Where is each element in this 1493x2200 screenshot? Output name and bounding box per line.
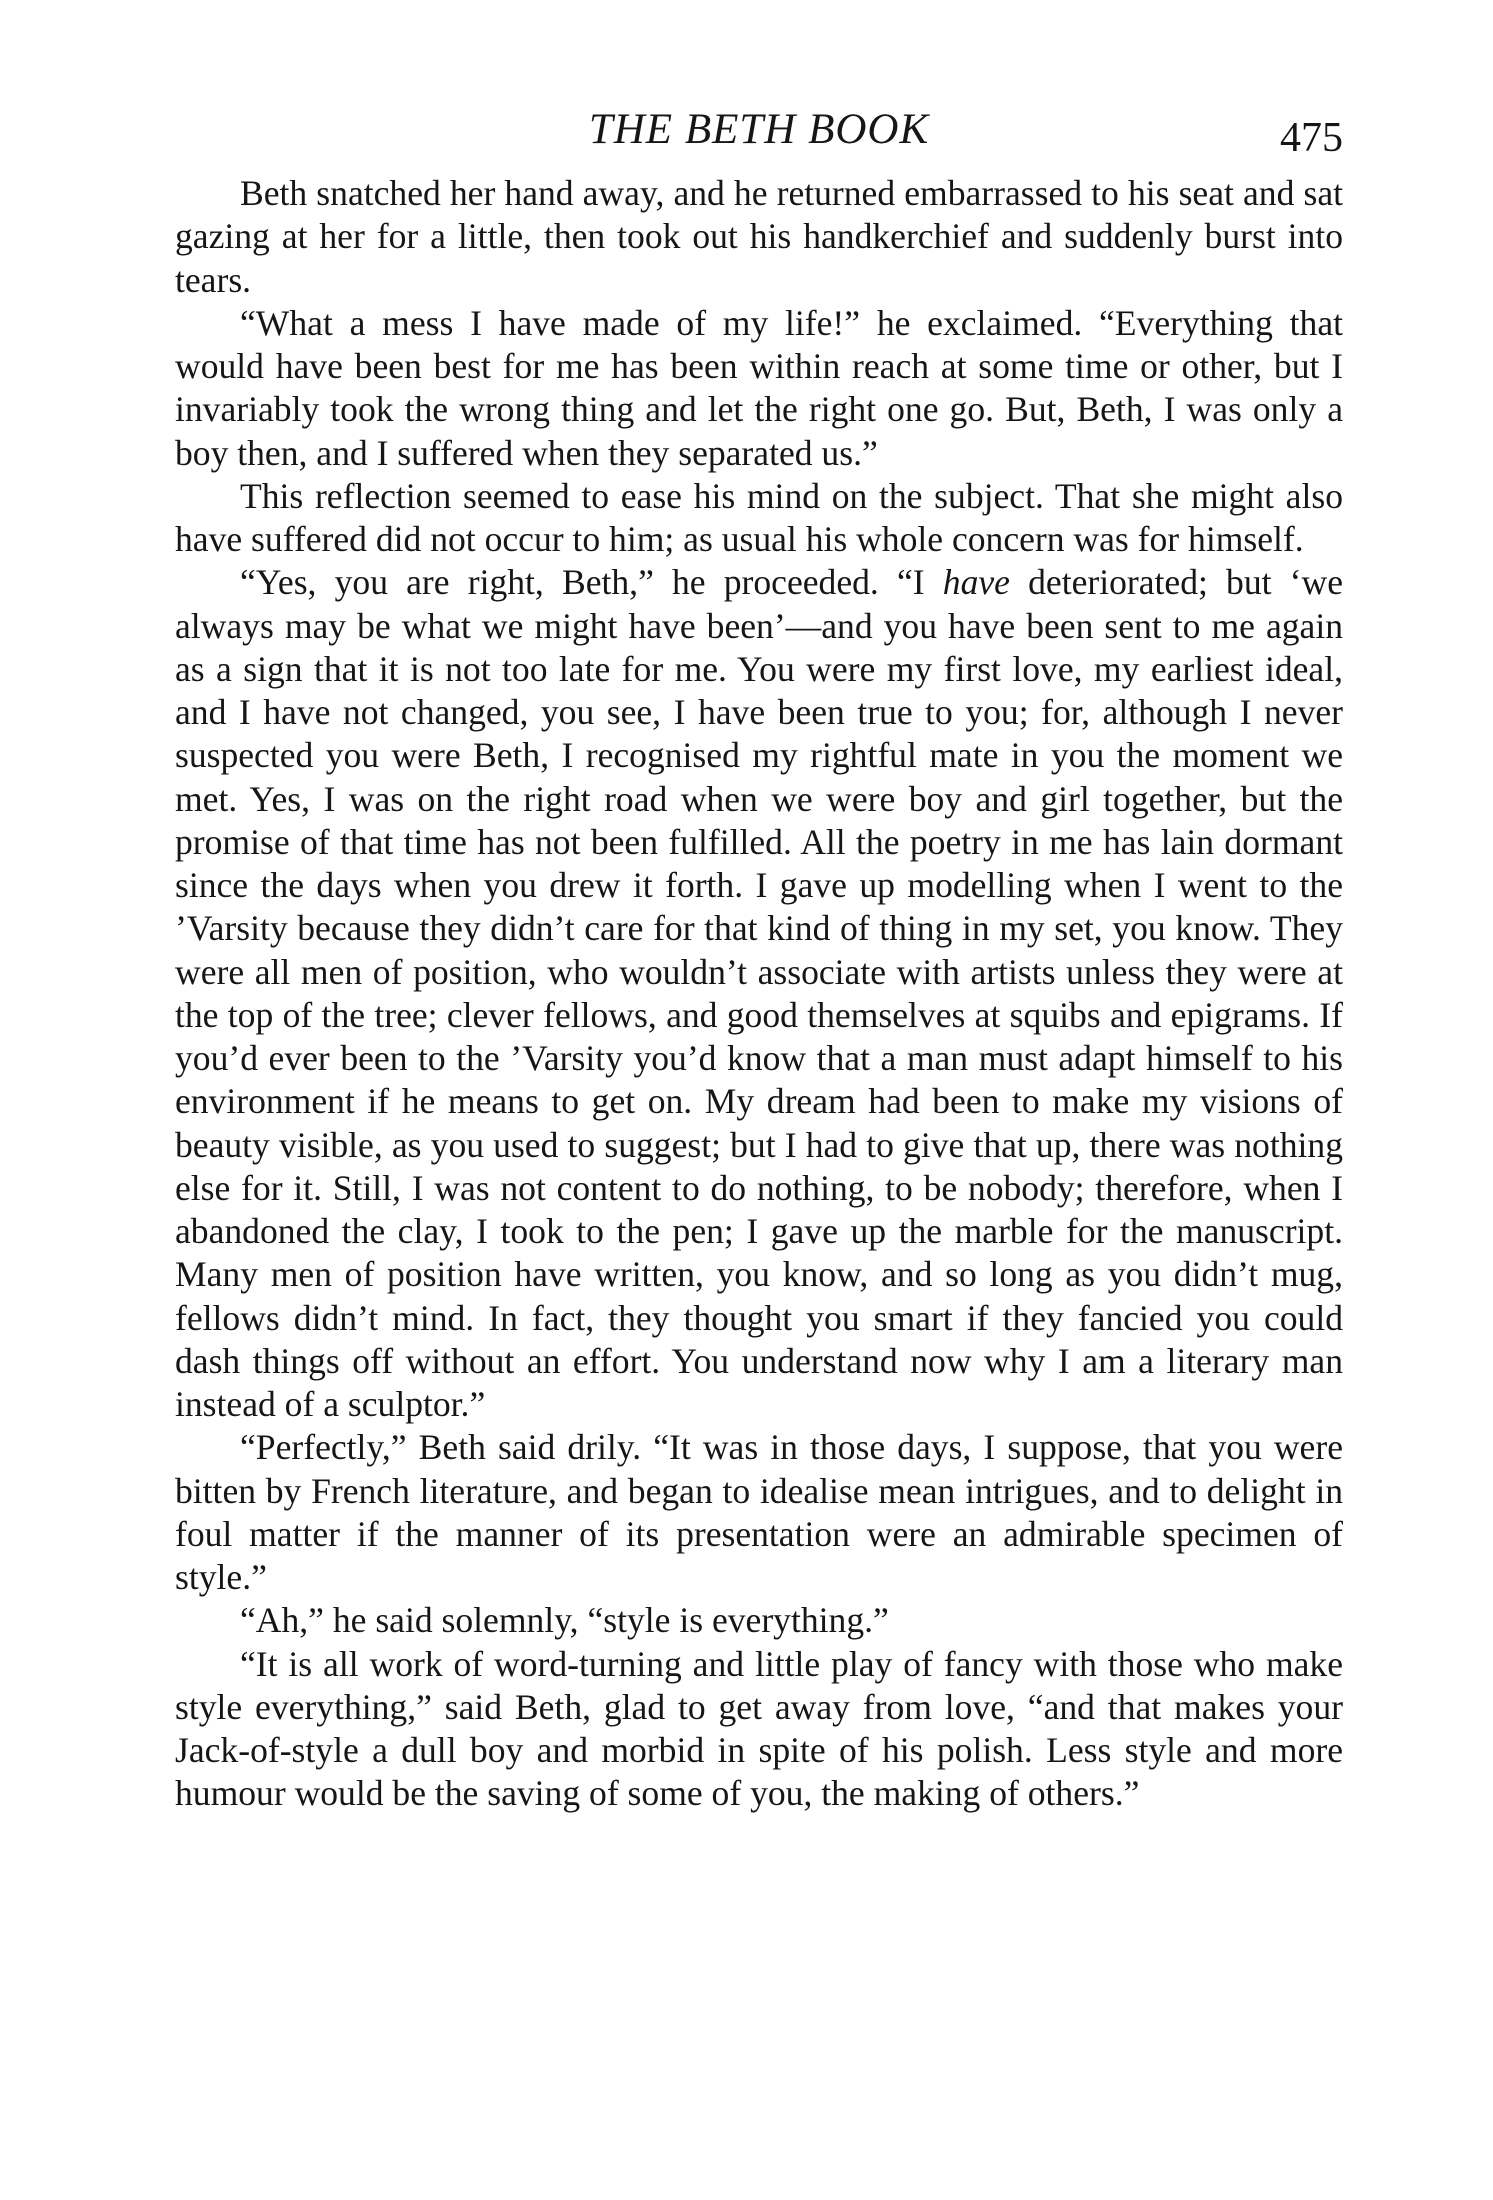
running-head [175,100,1343,160]
paragraph-2: “What a mess I have made of my life!” he exclaimed. “Everything that would have been best for me has been within reach at some time or other, but I invariably took the wrong thing and let the right one go. But, Beth, I was only a boy then, and I suffered when they separated us.” [175,302,1343,473]
body-text [175,172,1343,1816]
paragraph-3: This reflection seemed to ease his mind on the subject. That she might also have suffered did not occur to him; as usual his whole concern was for himself. [175,475,1343,559]
paragraph-7: “It is all work of word-turning and little play of fancy with those who make style everything,” said Beth, glad to get away from love, “and that makes your Jack-of-style a dull boy and morbid in spite of his polish. Less style and more humour would be the saving of some of you, the making of others.” [175,1643,1343,1814]
paragraph-4 [175,561,1343,1426]
paragraph-4-text-before: “Yes, you are right, Beth,” he proceeded. “I [240,562,943,603]
paragraph-1: Beth snatched her hand away, and he returned embarrassed to his seat and sat gazing at her for a little, then took out his handkerchief and suddenly burst into tears. [175,173,1343,300]
page-number: 475 [1280,115,1343,161]
paragraph-5: “Perfectly,” Beth said drily. “It was in those days, I suppose, that you were bitten by French literature, and began to idealise mean intrigues, and to delight in foul matter if the manner of its presentation were an admirable specimen of style.” [175,1427,1343,1597]
paragraph-4-text-after: deteriorated; but ‘we always may be what we might have been’—and you have been sent to me again as a sign that it is not too late for me. You were my first love, my earliest ideal, and I have not changed, you see, I have been true to you; for, although I never suspected you were Beth, I recognised my rightful mate in you the moment we met. Yes, I was on the right road when we were boy and girl together, but the promise of that time has not been fulfilled. All the poetry in me has lain dormant since the days when you drew it forth. I gave up modelling when I went to the ’Varsity because they didn’t care for that kind of thing in my set, you know. They were all men of position, who wouldn’t associate with artists unless they were at the top of the tree; clever fellows, and good themselves at squibs and epigrams. If you’d ever been to the ’Varsity you’d know that a man must adapt himself to his environment if he means to get on. My dream had been to make my visions of beauty visible, as you used to suggest; but I had to give that up, there was nothing else for it. Still, I was not content to do nothing, to be nobody; therefore, when I abandoned the clay, I took to the pen; I gave up the marble for the manuscript. Many men of position have written, you know, and so long as you didn’t mug, fellows didn’t mind. In fact, they thought you smart if they fancied you could dash things off without an effort. You understand now why I am a literary man instead of a sculptor.” [175,562,1343,1424]
running-title: THE BETH BOOK [588,106,930,153]
paragraph-6: “Ah,” he said solemnly, “style is everything.” [240,1600,889,1641]
paragraph-4-emphasis: have [942,562,1010,603]
